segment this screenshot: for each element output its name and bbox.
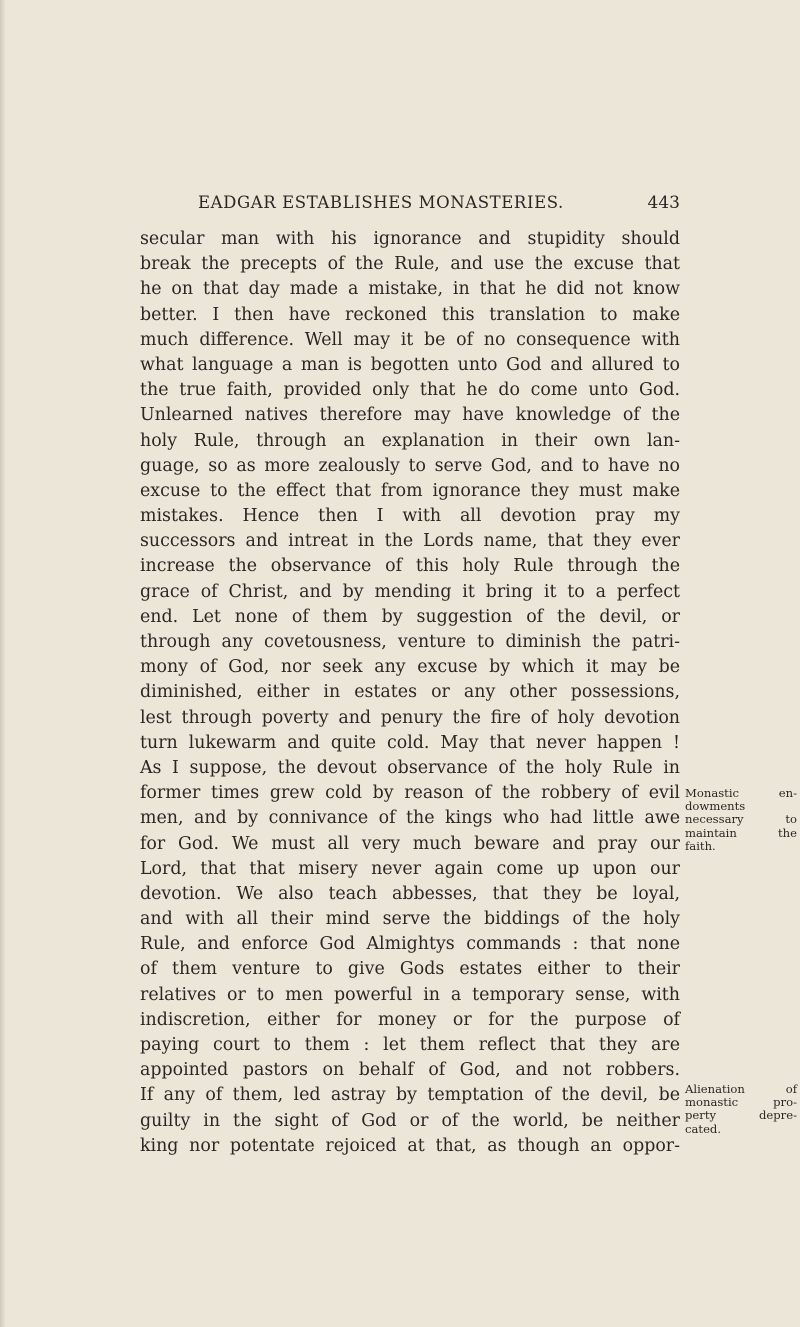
text-line: grace of Christ, and by mending it bring it to a perfect [140, 581, 680, 602]
text-line: appointed pastors on behalf of God, and not robbers. [140, 1060, 680, 1081]
running-title: EADGAR ESTABLISHES MONASTERIES. [198, 193, 564, 212]
text-line: the true faith, provided only that he do come unto God. [140, 380, 680, 401]
text-line: mony of God, nor seek any excuse by which it may be [140, 657, 680, 678]
text-line: If any of them, led astray by temptation of the devil, be [140, 1085, 680, 1106]
text-line: he on that day made a mistake, in that he did not know [140, 279, 680, 300]
text-line: turn lukewarm and quite cold. May that never happen ! [140, 732, 680, 753]
text-line: for God. We must all very much beware and pray our [140, 833, 680, 854]
page-number: 443 [647, 193, 680, 213]
margin-note-line: faith. [685, 838, 716, 853]
margin-note-alienation [685, 1083, 797, 1136]
text-line: lest through poverty and penury the fire of holy devotion [140, 707, 680, 728]
text-line: indiscretion, either for money or for the purpose of [140, 1009, 680, 1030]
text-line: excuse to the effect that from ignorance they must make [140, 480, 680, 501]
text-line: former times grew cold by reason of the robbery of evil [140, 783, 680, 804]
text-line: diminished, either in estates or any other possessions, [140, 682, 680, 703]
margin-note-line: monastic pro- [685, 1095, 797, 1110]
margin-note-line: dowments [685, 799, 746, 814]
text-line: mistakes. Hence then I with all devotion pray my [140, 506, 680, 527]
text-line: break the precepts of the Rule, and use the excuse that [140, 254, 680, 275]
text-line: increase the observance of this holy Rule through the [140, 556, 680, 577]
text-line: guage, so as more zealously to serve God, and to have no [140, 455, 680, 476]
text-line: successors and intreat in the Lords name, that they ever [140, 531, 680, 552]
page-gutter-edge [0, 0, 6, 1327]
margin-note-monastic-endowments [685, 787, 797, 853]
text-line: relatives or to men powerful in a temporary sense, with [140, 984, 680, 1005]
text-line: much difference. Well may it be of no consequence with [140, 329, 680, 350]
margin-note-line: maintain the [685, 825, 797, 840]
margin-note-line: Monastic en- [685, 786, 797, 800]
text-line: and with all their mind serve the biddings of the holy [140, 909, 680, 930]
text-line: guilty in the sight of God or of the world, be neither [140, 1110, 680, 1131]
text-line: through any covetousness, venture to diminish the patri- [140, 632, 680, 652]
running-head [140, 193, 680, 217]
text-line: paying court to them : let them reflect that they are [140, 1035, 680, 1055]
text-line: secular man with his ignorance and stupidity should [140, 229, 680, 249]
margin-note-line: perty depre- [685, 1108, 797, 1123]
text-line: end. Let none of them by suggestion of the devil, or [140, 606, 680, 627]
text-line: king nor potentate rejoiced at that, as though an oppor- [140, 1135, 680, 1156]
text-line: better. I then have reckoned this translation to make [140, 304, 680, 325]
text-line: Lord, that that misery never again come up upon our [140, 858, 680, 879]
text-line: As I suppose, the devout observance of the holy Rule in [140, 757, 680, 778]
text-line: holy Rule, through an explanation in their own lan- [140, 430, 680, 451]
text-line: what language a man is begotten unto God and allured to [140, 354, 680, 375]
text-line: Unlearned natives therefore may have knowledge of the [140, 405, 680, 426]
margin-note-line: necessary to [685, 812, 797, 827]
body-text [140, 227, 680, 1159]
text-line: men, and by connivance of the kings who had little awe [140, 808, 680, 829]
text-line: Rule, and enforce God Almightys commands : that none [140, 934, 680, 955]
text-line: of them venture to give Gods estates either to their [140, 959, 680, 980]
text-line: devotion. We also teach abbesses, that they be loyal, [140, 883, 680, 904]
margin-note-line: cated. [685, 1121, 722, 1136]
margin-note-line: Alienation of [685, 1082, 797, 1096]
